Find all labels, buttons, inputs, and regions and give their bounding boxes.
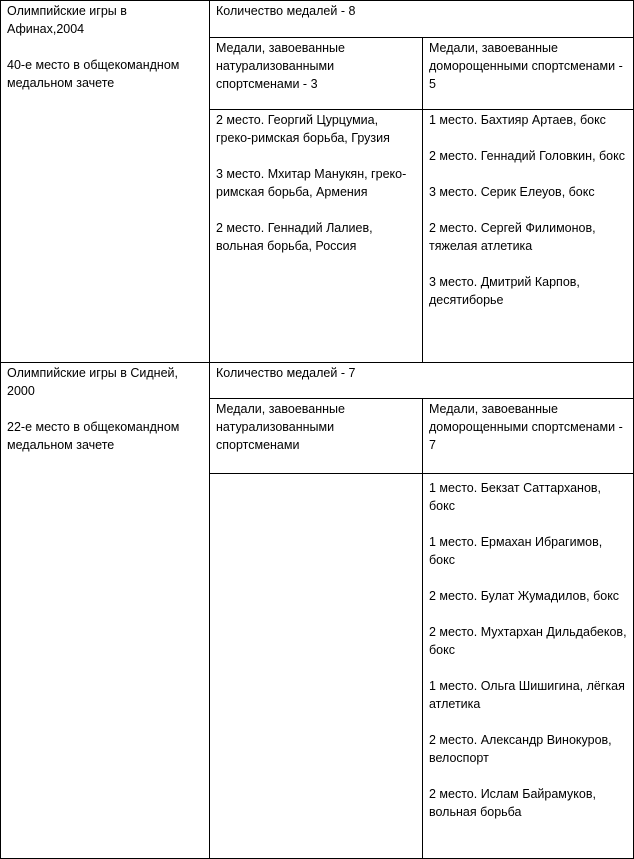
medal-entry: 3 место. Дмитрий Карпов, десятиборье (429, 275, 580, 307)
medal-entry: 2 место. Сергей Филимонов, тяжелая атлетика (429, 221, 596, 253)
homegrown-header: Медали, завоеванные доморощенными спортсменами - 5 (429, 41, 623, 91)
medal-entry: 1 место. Бекзат Саттарханов, бокс (429, 481, 602, 513)
medal-entry: 1 место. Бахтияр Артаев, бокс (429, 113, 606, 127)
homegrown-header: Медали, завоеванные доморощенными спортсменами - 7 (429, 402, 623, 452)
naturalized-header: Медали, завоеванные натурализованными спортсменами - 3 (216, 41, 345, 91)
games-rank: 22-е место в общекомандном медальном зачете (7, 420, 180, 452)
naturalized-list (210, 474, 422, 475)
games-info-sydney (1, 363, 209, 454)
medal-entry: 3 место. Серик Елеуов, бокс (429, 185, 595, 199)
medal-entry: 2 место. Булат Жумадилов, бокс (429, 589, 620, 603)
games-title: Олимпийские игры в Сидней, 2000 (7, 366, 178, 398)
games-info-athens (1, 1, 209, 92)
homegrown-list (423, 110, 633, 309)
naturalized-list (210, 110, 422, 255)
naturalized-header: Медали, завоеванные натурализованными спортсменами (216, 402, 345, 452)
games-title: Олимпийские игры в Афинах,2004 (7, 4, 127, 36)
medal-entry: 2 место. Мухтархан Дильдабеков, бокс (429, 625, 627, 657)
medal-entry: 1 место. Ольга Шишигина, лёгкая атлетика (429, 679, 625, 711)
medal-entry: 2 место. Геннадий Головкин, бокс (429, 149, 625, 163)
medal-entry: 2 место. Георгий Цурцумиа, греко-римская борьба, Грузия (216, 113, 390, 145)
medal-count: Количество медалей - 8 (216, 4, 356, 18)
games-rank: 40-е место в общекомандном медальном зачете (7, 58, 180, 90)
homegrown-list (423, 474, 633, 821)
medal-entry: 2 место. Ислам Байрамуков, вольная борьба (429, 787, 596, 819)
medal-entry: 1 место. Ермахан Ибрагимов, бокс (429, 535, 603, 567)
medal-entry: 2 место. Александр Винокуров, велоспорт (429, 733, 612, 765)
medal-entry: 3 место. Мхитар Манукян, греко-римская борьба, Армения (216, 167, 407, 199)
medal-count: Количество медалей - 7 (216, 366, 356, 380)
medal-entry: 2 место. Геннадий Лалиев, вольная борьба, Россия (216, 221, 373, 253)
